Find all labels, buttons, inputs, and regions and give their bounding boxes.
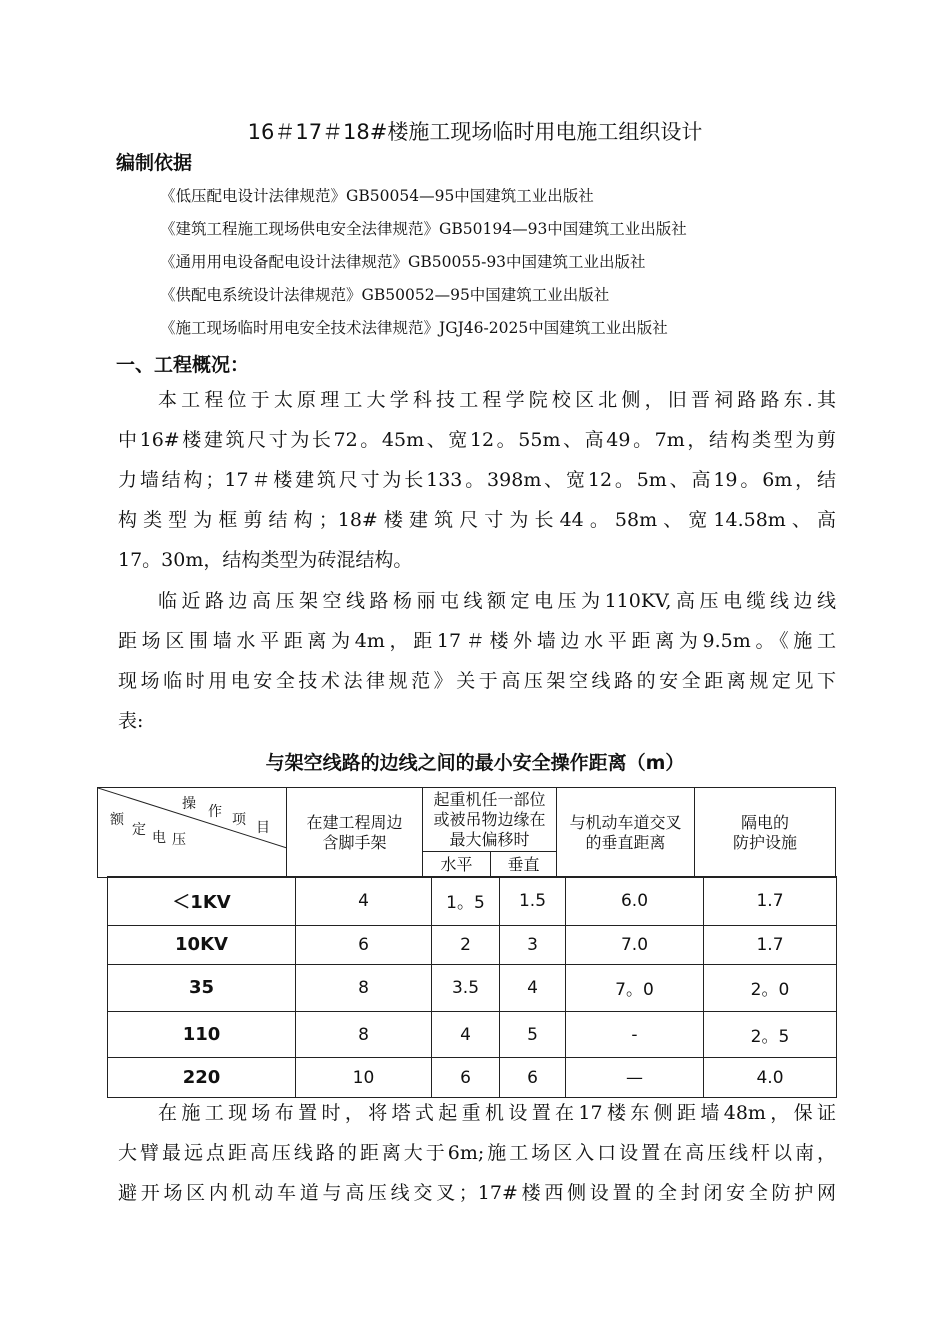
diag-label: 目 [256, 820, 270, 836]
cell-voltage: 10KV [108, 925, 296, 965]
cell-isolation: 1.7 [704, 877, 837, 926]
diag-label: 压 [172, 832, 186, 848]
diag-label: 项 [232, 812, 246, 828]
table-header [97, 787, 836, 878]
paragraph-overview [118, 380, 836, 580]
header-crane [423, 788, 557, 852]
section-heading-basis: 编制依据 [116, 152, 193, 174]
cell-horizontal: 3.5 [432, 965, 500, 1012]
diag-label: 作 [208, 804, 222, 820]
header-text: 与机动车道交叉 [569, 812, 682, 832]
reference-item: 《供配电系统设计法律规范》GB50052—95中国建筑工业出版社 [160, 286, 610, 304]
paragraph-line: 表: [118, 710, 144, 732]
reference-list [160, 180, 687, 345]
cell-voltage: 35 [108, 965, 296, 1012]
paragraph-layout [118, 1093, 836, 1213]
header-scaffold [287, 788, 423, 878]
paragraph-line: 在施工现场布置时，将塔式起重机设置在17楼东侧距墙48m，保证 [158, 1102, 836, 1124]
header-text: 的垂直距离 [585, 832, 666, 852]
paragraph-line: 距场区围墙水平距离为4m，距17＃楼外墙边水平距离为9.5m。《施工 [118, 630, 836, 652]
table-caption: 与架空线路的边线之间的最小安全操作距离（m） [265, 752, 685, 774]
header-text: 起重机任一部位 [433, 789, 546, 809]
cell-road: 6.0 [566, 877, 704, 926]
paragraph-line: 现场临时用电安全技术法律规范》关于高压架空线路的安全距离规定见下 [118, 670, 836, 692]
diag-label: 定 [132, 822, 146, 838]
table-row [108, 1058, 837, 1098]
cell-voltage: 110 [108, 1011, 296, 1058]
cell-isolation: 2。5 [704, 1011, 837, 1058]
cell-scaffold: 6 [296, 925, 432, 965]
header-text: 含脚手架 [322, 832, 387, 852]
paragraph-line: 避开场区内机动车道与高压线交叉；17#楼西侧设置的全封闭安全防护网 [118, 1182, 836, 1204]
paragraph-line: 力墙结构；17＃楼建筑尺寸为长133。398m、宽12。5m、高19。6m，结 [118, 469, 836, 491]
paragraph-line: 中16#楼建筑尺寸为长72。45m、宽12。55m、高49。7m，结构类型为剪 [118, 429, 836, 451]
header-text: 在建工程周边 [306, 812, 403, 832]
cell-vertical: 1.5 [500, 877, 566, 926]
document-title: 16＃17＃18#楼施工现场临时用电施工组织设计 [247, 120, 703, 144]
diag-label: 操 [182, 796, 196, 812]
cell-road: - [566, 1011, 704, 1058]
table-row [108, 925, 837, 965]
cell-scaffold: 8 [296, 1011, 432, 1058]
paragraph-highvoltage [118, 581, 836, 741]
paragraph-line: 大臂最远点距高压线路的距离大于6m;施工场区入口设置在高压线杆以南， [118, 1142, 836, 1164]
reference-item: 《施工现场临时用电安全技术法律规范》JGJ46-2025中国建筑工业出版社 [160, 319, 668, 337]
cell-horizontal: 1。5 [432, 877, 500, 926]
cell-scaffold: 4 [296, 877, 432, 926]
header-text: 最大偏移时 [449, 829, 530, 849]
cell-isolation: 2。0 [704, 965, 837, 1012]
cell-isolation: 4.0 [704, 1058, 837, 1098]
distance-table [107, 876, 837, 1098]
cell-road: 7。0 [566, 965, 704, 1012]
table-row [108, 965, 837, 1012]
section-heading-overview: 一、工程概况： [116, 354, 250, 376]
paragraph-line: 17。30m，结构类型为砖混结构。 [118, 549, 413, 571]
header-isolation [695, 788, 836, 878]
cell-vertical: 6 [500, 1058, 566, 1098]
cell-isolation: 1.7 [704, 925, 837, 965]
cell-horizontal: 6 [432, 1058, 500, 1098]
header-text: 隔电的 [741, 812, 790, 832]
reference-item: 《低压配电设计法律规范》GB50054—95中国建筑工业出版社 [160, 187, 594, 205]
table-row [108, 1011, 837, 1058]
cell-vertical: 3 [500, 925, 566, 965]
header-horizontal: 水平 [423, 852, 491, 878]
paragraph-line: 构类型为框剪结构；18#楼建筑尺寸为长44。58m、宽14.58m、高 [118, 509, 836, 531]
diagonal-header-cell [98, 788, 287, 878]
cell-road: 7.0 [566, 925, 704, 965]
reference-item: 《建筑工程施工现场供电安全法律规范》GB50194—93中国建筑工业出版社 [160, 220, 687, 238]
paragraph-line: 本工程位于太原理工大学科技工程学院校区北侧，旧晋祠路路东.其 [158, 389, 836, 411]
cell-vertical: 4 [500, 965, 566, 1012]
cell-road: — [566, 1058, 704, 1098]
cell-horizontal: 2 [432, 925, 500, 965]
cell-scaffold: 10 [296, 1058, 432, 1098]
header-text: 或被吊物边缘在 [433, 809, 546, 829]
cell-horizontal: 4 [432, 1011, 500, 1058]
table-row [108, 877, 837, 926]
cell-voltage: ＜1KV [108, 877, 296, 926]
reference-item: 《通用用电设备配电设计法律规范》GB50055-93中国建筑工业出版社 [160, 253, 646, 271]
paragraph-line: 临近路边高压架空线路杨丽屯线额定电压为110KV,高压电缆线边线 [158, 590, 836, 612]
header-text: 防护设施 [733, 832, 798, 852]
diag-label: 额 [110, 812, 124, 828]
header-vertical: 垂直 [491, 852, 557, 878]
diag-label: 电 [152, 830, 166, 846]
cell-scaffold: 8 [296, 965, 432, 1012]
cell-voltage: 220 [108, 1058, 296, 1098]
cell-vertical: 5 [500, 1011, 566, 1058]
header-road [557, 788, 695, 878]
